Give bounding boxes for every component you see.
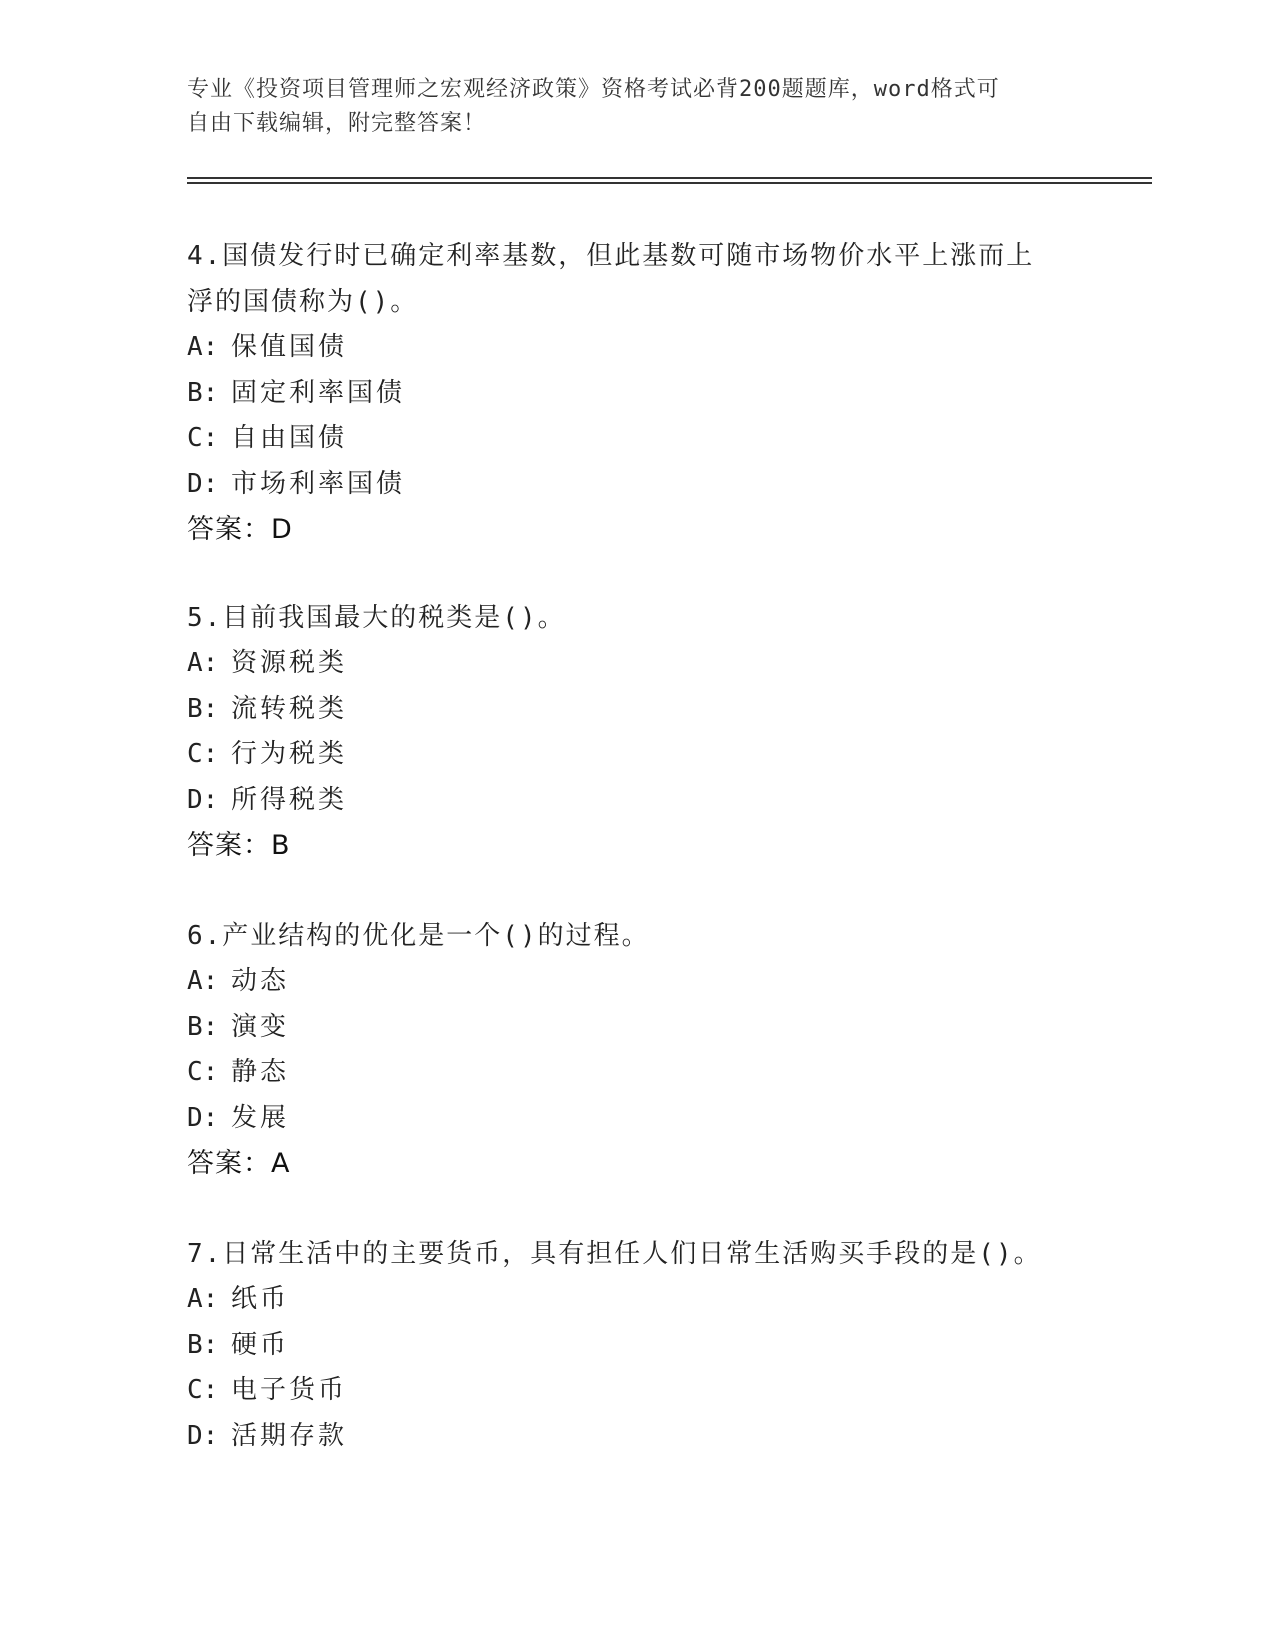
option-b [187,371,1067,417]
question-stem-line: 7.日常生活中的主要货币，具有担任人们日常生活购买手段的是()。 [187,1239,1042,1269]
option-c [187,1368,1067,1414]
option-text: 流转税类 [231,693,348,724]
option-letter: C: [187,1375,219,1405]
option-a [187,325,1067,371]
question-stem-line: 浮的国债称为()。 [187,287,419,317]
option-text: 静态 [231,1057,290,1087]
option-letter: A: [187,332,219,362]
option-d [187,462,1067,508]
option-c [187,732,1067,778]
question-7 [187,1231,1067,1459]
option-text: 电子货币 [231,1375,348,1405]
option-letter: A: [187,1284,219,1314]
option-b [187,1323,1067,1369]
option-b [187,1005,1067,1051]
option-letter: D: [187,1102,219,1133]
header-divider-top [187,177,1152,179]
option-text: 动态 [231,966,290,996]
document-header [187,73,1087,141]
question-stem [187,233,1067,325]
question-stem-line: 5.目前我国最大的税类是()。 [187,603,566,633]
option-text: 演变 [231,1011,290,1042]
question-stem-line: 4.国债发行时已确定利率基数，但此基数可随市场物价水平上涨而上 [187,241,1035,271]
option-letter: A: [187,648,219,678]
option-c [187,1050,1067,1096]
option-letter: B: [187,693,219,724]
header-divider-bottom [187,182,1152,184]
option-letter: C: [187,1057,219,1087]
question-stem [187,595,1067,641]
option-text: 自由国债 [231,423,348,453]
answer-key: 答案：D [187,514,293,545]
question-5 [187,595,1067,869]
option-text: 市场利率国债 [231,468,406,499]
header-line-1: 专业《投资项目管理师之宏观经济政策》资格考试必背200题题库，word格式可 [187,77,1000,102]
option-text: 发展 [231,1102,290,1133]
option-text: 保值国债 [231,332,348,362]
option-d [187,1414,1067,1460]
option-b [187,687,1067,733]
answer-key: 答案：B [187,830,291,861]
option-letter: A: [187,966,219,996]
option-letter: D: [187,784,219,815]
option-a [187,641,1067,687]
question-stem [187,913,1067,959]
option-a [187,1277,1067,1323]
option-text: 硬币 [231,1329,290,1360]
option-d [187,778,1067,824]
header-line-2: 自由下载编辑，附完整答案！ [187,111,487,136]
question-stem [187,1231,1067,1277]
option-letter: B: [187,377,219,408]
option-text: 所得税类 [231,784,348,815]
option-letter: C: [187,739,219,769]
question-stem-line: 6.产业结构的优化是一个()的过程。 [187,921,650,951]
option-d [187,1096,1067,1142]
option-letter: B: [187,1011,219,1042]
option-text: 资源税类 [231,648,348,678]
option-letter: D: [187,1420,219,1451]
option-text: 固定利率国债 [231,377,406,408]
question-6 [187,913,1067,1187]
option-letter: D: [187,468,219,499]
option-letter: C: [187,423,219,453]
option-text: 活期存款 [231,1420,348,1451]
answer-key: 答案：A [187,1148,291,1179]
option-a [187,959,1067,1005]
option-letter: B: [187,1329,219,1360]
option-text: 行为税类 [231,739,348,769]
option-c [187,416,1067,462]
question-4 [187,233,1067,553]
option-text: 纸币 [231,1284,290,1314]
